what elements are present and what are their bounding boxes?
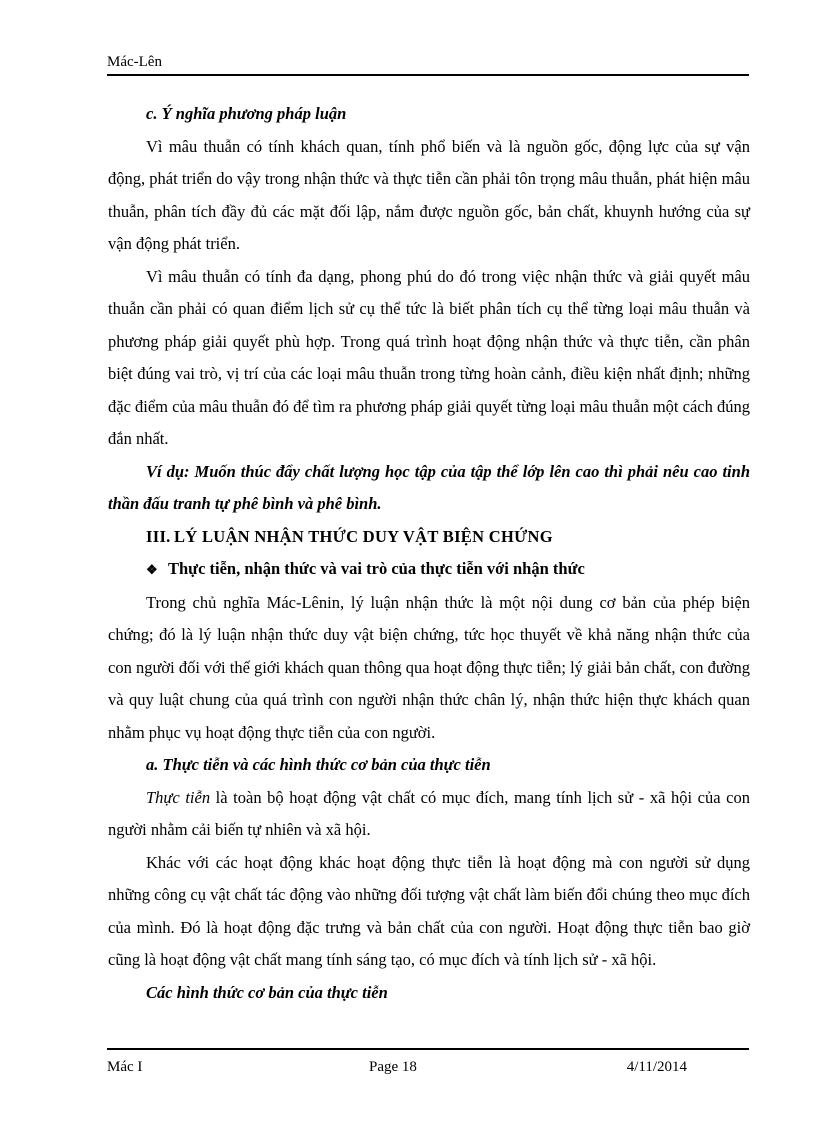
footer-left-text: Mác I bbox=[107, 1059, 143, 1075]
paragraph-2: Vì mâu thuẫn có tính đa dạng, phong phú do đó trong việc nhận thức và giải quyết mâu thuẫn cần phải có quan điểm lịch sử cụ thể tức là biết phân tích cụ thể từng loại mâu thuẫn và phương pháp giải quyết phù hợp. Trong quá trình hoạt động nhận thức và thực tiễn, cần phân biệt đúng vai trò, vị trí của các loại mâu thuẫn trong từng hoàn cảnh, điều kiện nhất định; những đặc điểm của mâu thuẫn đó để tìm ra phương pháp giải quyết từng loại mâu thuẫn một cách đúng đắn nhất. bbox=[108, 266, 750, 448]
document-body bbox=[108, 98, 750, 1009]
page-header bbox=[107, 52, 749, 76]
diamond-bullet-icon: ❖ bbox=[146, 562, 158, 577]
paragraph-4 bbox=[108, 782, 750, 847]
paragraph-5: Khác với các hoạt động khác hoạt động thực tiễn là hoạt động mà con người sử dụng những công cụ vật chất tác động vào những đối tượng vật chất làm biến đổi chúng theo mục đích của mình. Đó là hoạt động đặc trưng và bản chất của con người. Hoạt động thực tiễn bao giờ cũng là hoạt động vật chất mang tính sáng tạo, có mục đích và tính lịch sử - xã hội. bbox=[108, 852, 750, 969]
bullet-title: Thực tiễn, nhận thức và vai trò của thực tiễn với nhận thức bbox=[168, 559, 585, 578]
section-number: III. bbox=[146, 526, 171, 546]
section-title: LÝ LUẬN NHẬN THỨC DUY VẬT BIỆN CHỨNG bbox=[174, 526, 553, 546]
example-paragraph: Ví dụ: Muốn thúc đẩy chất lượng học tập của tập thể lớp lên cao thì phải nêu cao tinh thần đấu tranh tự phê bình và phê bình. bbox=[108, 461, 750, 513]
page-footer bbox=[107, 1048, 749, 1075]
paragraph-4-text: là toàn bộ hoạt động vật chất có mục đích, mang tính lịch sử - xã hội của con người nhằm cải biến tự nhiên và xã hội. bbox=[108, 787, 750, 839]
term-thuc-tien: Thực tiễn bbox=[146, 787, 211, 807]
paragraph-3: Trong chủ nghĩa Mác-Lênin, lý luận nhận thức là một nội dung cơ bản của phép biện chứng; đó là lý luận nhận thức duy vật biện chứng, tức học thuyết về khả năng nhận thức của con người đối với thế giới khách quan thông qua hoạt động thực tiễn; lý giải bản chất, con đường và quy luật chung của quá trình con người nhận thức chân lý, nhận thức hiện thực khách quan nhằm phục vụ hoạt động thực tiễn của con người. bbox=[108, 592, 750, 742]
heading-forms: Các hình thức cơ bản của thực tiễn bbox=[146, 982, 388, 1002]
section-heading-iii bbox=[108, 521, 750, 554]
paragraph-1: Vì mâu thuẫn có tính khách quan, tính phổ biến và là nguồn gốc, động lực của sự vận động, phát triển do vậy trong nhận thức và thực tiễn cần phải tôn trọng mâu thuẫn, phát hiện mâu thuẫn, phân tích đầy đủ các mặt đối lập, nắm được nguồn gốc, bản chất, khuynh hướng của sự vận động phát triển. bbox=[108, 136, 750, 253]
page-number: Page 18 bbox=[369, 1059, 417, 1075]
heading-a: a. Thực tiễn và các hình thức cơ bản của thực tiễn bbox=[146, 755, 491, 774]
bullet-heading bbox=[108, 553, 750, 587]
heading-c: c. Ý nghĩa phương pháp luận bbox=[146, 104, 347, 123]
header-title: Mác-Lên bbox=[107, 54, 162, 70]
footer-date: 4/11/2014 bbox=[626, 1059, 687, 1075]
